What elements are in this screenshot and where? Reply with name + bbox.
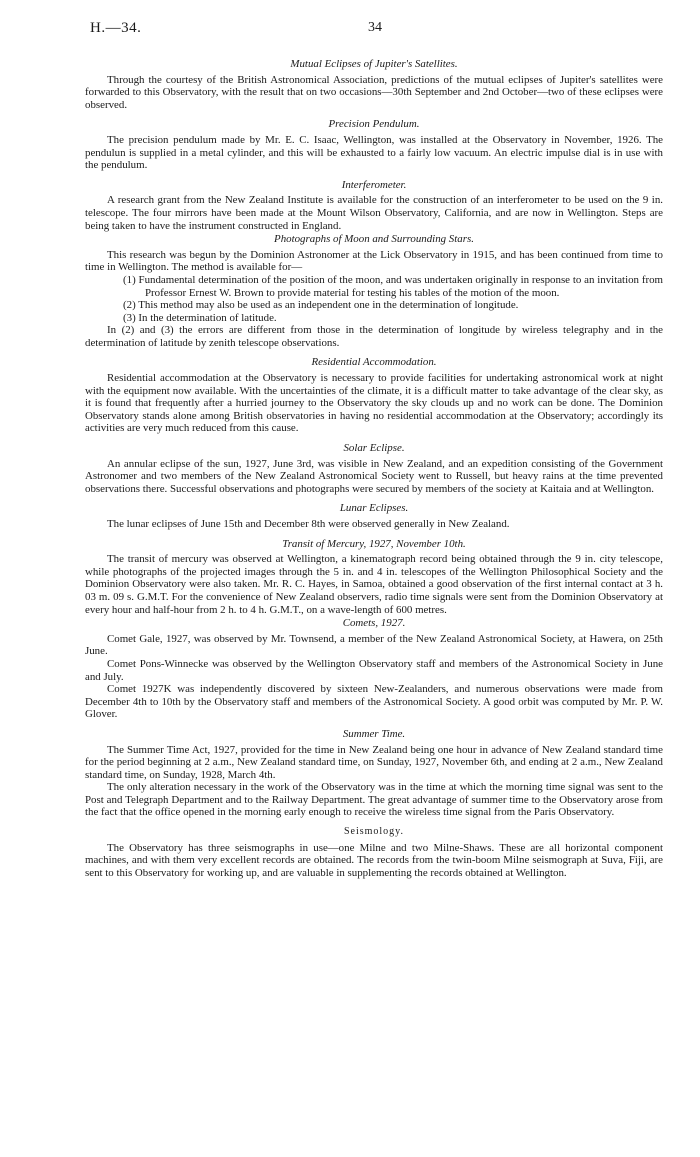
paragraph: Comet Pons-Winnecke was observed by the Wellington Observatory staff and members of the Astronomical Society in June and July.: [85, 657, 663, 683]
page-header: [90, 20, 660, 40]
section-heading-interferometer: Interferometer.: [341, 178, 407, 191]
paragraph: Comet 1927K was independently discovered by sixteen New-Zealanders, and numerous observations were made from December 4th to 10th by the Observatory staff and members of the Astronomical Society. A good orbit was computed by Mr. P. W. Glover.: [85, 683, 663, 721]
section-heading-precision-pendulum: Precision Pendulum.: [328, 118, 420, 131]
paragraph: An annular eclipse of the sun, 1927, June 3rd, was visible in New Zealand, and an expedition consisting of the Government Astronomer and two members of the New Zealand Astronomical Society went to Russell, but heavy rains at the time prevented observations there. Successful observations and photographs were secured by members of the society at Kaitaia and at Wellington.: [85, 457, 663, 495]
section-heading-mutual-eclipses: Mutual Eclipses of Jupiter's Satellites.: [290, 58, 458, 70]
paragraph: The lunar eclipses of June 15th and December 8th were observed generally in New Zealand.: [107, 518, 510, 530]
section-heading-solar-eclipse: Solar Eclipse.: [343, 442, 405, 455]
paragraph: Residential accommodation at the Observatory is necessary to provide facilities for undertaking astronomical work at night with the equipment now available. With the uncertainties of the climate, it is a difficult matter to take advantage of the clear sky, as it is found that frequently after a hurried journey to the Observatory the sky clouds up and no work can be done. The Dominion Observatory stands alone among British observatories in having no residential accommodation at the Observatory; accordingly its activities are very much reduced from this cause.: [85, 372, 663, 435]
section-heading-seismology: Seismology.: [343, 826, 405, 838]
report-code: H.—34.: [90, 20, 142, 36]
paragraph: Comet Gale, 1927, was observed by Mr. Townsend, a member of the New Zealand Astronomical Society, at Hawera, on 25th June.: [85, 632, 663, 658]
page-body: [85, 58, 663, 879]
paragraph: The Summer Time Act, 1927, provided for the time in New Zealand being one hour in advance of New Zealand standard time for the period beginning at 2 a.m., New Zealand standard time, on Sunday, 1927, November 6th, and ending at 2 a.m., New Zealand standard time, on Sunday, 1928, March 4th.: [85, 743, 663, 781]
paragraph: A research grant from the New Zealand Institute is available for the construction of an interferometer to be used on the 9 in. telescope. The four mirrors have been made at the Mount Wilson Observatory, California, and are now in Wellington. Steps are being taken to have the instrument constructed in England.: [85, 194, 663, 232]
list-item: (1) Fundamental determination of the position of the moon, and was undertaken originally in response to an invitation from Professor Ernest W. Brown to provide material for testing his tables of the motion of the moon.: [123, 273, 663, 299]
paragraph: The precision pendulum made by Mr. E. C. Isaac, Wellington, was installed at the Observatory in November, 1926. The pendulun is supplied in a metal cylinder, and this will be exhausted to a fairly low vacuum. An electric impulse dial is in use with the pendulum.: [85, 133, 663, 172]
paragraph: The only alteration necessary in the work of the Observatory was in the time at which the morning time signal was sent to the Post and Telegraph Department and to the Railway Department. The great advantage of summer time to the Observatory arose from the fact that the office opened in the morning early enough to receive the wireless time signal from the Paris Observatory.: [85, 781, 663, 819]
paragraph: The transit of mercury was observed at Wellington, a kinematograph record being obtained through the 9 in. city telescope, while photographs of the projected images through the 5 in. and 4 in. telescopes of the Wellington Philosophical Society and the Dominion Observatory were also taken. Mr. R. C. Hayes, in Samoa, obtained a good observation of the first internal contact at 3 h. 03 m. 09 s. G.M.T. For the convenience of New Zealand observers, radio time signals were sent from the Dominion Observatory at every hour and half-hour from 2 h. to 4 h. G.M.T., on a wave-length of 600 metres.: [85, 553, 663, 616]
page-number: 34: [368, 20, 382, 35]
paragraph: In (2) and (3) the errors are different from those in the determination of longitude by wireless telegraphy and in the determination of latitude by zenith telescope observations.: [85, 324, 663, 349]
list-item: (2) This method may also be used as an independent one in the determination of longitude.: [123, 299, 519, 312]
section-heading-summer-time: Summer Time.: [342, 727, 406, 740]
paragraph: This research was begun by the Dominion Astronomer at the Lick Observatory in 1915, and has been continued from time to time in Wellington. The method is available for—: [85, 248, 663, 274]
section-heading-transit-mercury: Transit of Mercury, 1927, November 10th.: [282, 537, 466, 550]
section-heading-lunar-eclipses: Lunar Eclipses.: [339, 502, 409, 515]
section-heading-photographs: Photographs of Moon and Surrounding Stars.: [274, 233, 474, 246]
paragraph: Through the courtesy of the British Astronomical Association, predictions of the mutual eclipses of Jupiter's satellites were forwarded to this Observatory, with the result that on two occasions—30th September and 2nd October—two of these eclipses were observed.: [85, 73, 663, 111]
paragraph: The Observatory has three seismographs in use—one Milne and two Milne-Shaws. These are all horizontal component machines, and with them very excellent records are obtained. The records from the twin-boom Milne seismograph at Suva, Fiji, are sent to this Observatory for working up, and are valuable in supplementing the records obtained at Wellington.: [85, 841, 663, 879]
section-heading-residential: Residential Accommodation.: [311, 356, 437, 369]
list-item: (3) In the determination of latitude.: [123, 311, 277, 324]
section-heading-comets: Comets, 1927.: [342, 617, 406, 630]
